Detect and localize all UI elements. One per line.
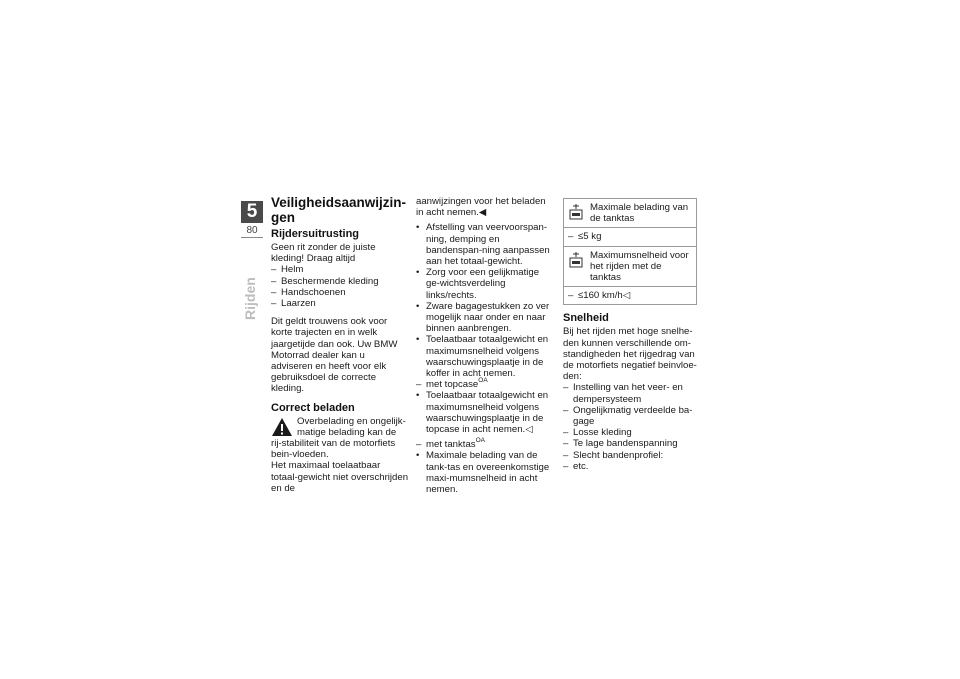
topcase-label: met topcase	[426, 379, 479, 391]
heading-correct-loading: Correct beladen	[271, 401, 355, 414]
list-item: – Slecht bandenprofiel:	[563, 450, 699, 461]
heading-speed: Snelheid	[563, 312, 609, 325]
list-item: • Afstelling van veervoorspan-ning, demping en bandenspan-ning aanpassen aan het totaal-gewicht.	[416, 222, 552, 267]
column-2	[416, 196, 552, 495]
gear-list	[271, 264, 409, 309]
technical-data-icon	[568, 250, 584, 270]
list-item: • Maximale belading van de tank-tas en overeenkomstige maxi-mumsnelheid in acht nemen.	[416, 450, 552, 495]
chapter-number: 5	[241, 201, 263, 223]
table-row	[564, 228, 697, 246]
chapter-side-title: Rijden	[242, 277, 258, 320]
list-item: – Beschermende kleding	[271, 276, 409, 287]
list-item: – Laarzen	[271, 298, 409, 309]
gear-text: Dit geldt trouwens ook voor korte trajecten en in welk jaargetijde dan ook. Uw BMW Motorrad dealer kan u adviseren en heeft voor elk gebruiksdoel de correcte kleding.	[271, 316, 398, 395]
gear-intro: Geen rit zonder de juiste kleding! Draag altijd	[271, 242, 376, 265]
list-item: • Zware bagagestukken zo ver mogelijk naar onder en naar binnen aanbrengen.	[416, 301, 552, 335]
section-heading-safety: Veiligheidsaanwijzin-gen	[271, 195, 407, 225]
list-item: – Losse kleding	[563, 427, 699, 438]
speed-list	[563, 382, 699, 472]
list-item: • Toelaatbaar totaalgewicht en maximumsnelheid volgens waarschuwingsplaatje in de koffer in acht nemen.	[416, 334, 552, 379]
list-item: • Zorg voor een gelijkmatige ge-wichtsverdeling links/rechts.	[416, 267, 552, 301]
list-item: – Instelling van het veer- en dempersysteem	[563, 382, 699, 404]
technical-data-icon	[568, 202, 584, 222]
column-3	[563, 198, 699, 472]
tank-bag-label: met tanktas	[426, 439, 476, 451]
list-item: – Te lage bandenspanning	[563, 438, 699, 449]
list-item: – Handschoenen	[271, 287, 409, 298]
column-1	[271, 196, 409, 494]
warning-text: Overbelading en ongelijk-matige belading kan de rij-stabiliteit van de motorfiets bein-vloeden.	[271, 415, 406, 461]
optional-accessory-marker: OA	[478, 377, 488, 385]
warning-triangle-icon	[271, 417, 293, 437]
list-item: – Helm	[271, 264, 409, 275]
topcase-option	[416, 379, 552, 390]
page-number: 80	[246, 225, 258, 236]
list-item: – etc.	[563, 461, 699, 472]
list-item: – Ongelijkmatig verdeelde ba-gage	[563, 405, 699, 427]
page-number-rule	[241, 237, 263, 238]
optional-accessory-marker: OA	[475, 437, 485, 445]
table-row	[564, 287, 697, 305]
heading-rider-gear: Rijdersuitrusting	[271, 228, 360, 240]
list-item: • Toelaatbaar totaalgewicht en maximumsnelheid volgens waarschuwingsplaatje in de topcase in acht nemen.◁	[416, 390, 552, 435]
tank-bag-option	[416, 439, 552, 450]
spec-value: – ≤160 km/h◁	[564, 287, 697, 305]
spec-label: Maximumsnelheid voor het rijden met de tanktas	[590, 249, 689, 284]
table-row	[564, 246, 697, 287]
spec-value: – ≤5 kg	[564, 228, 697, 246]
load-text: Het maximaal toelaatbaar totaal-gewicht niet overschrijden en de	[271, 460, 409, 494]
spec-label: Maximale belading van de tanktas	[590, 202, 689, 225]
table-row	[564, 199, 697, 228]
load-intro: aanwijzingen voor het beladen in acht nemen.◀	[416, 196, 546, 219]
spec-table	[563, 198, 697, 305]
warning-block	[271, 416, 409, 461]
speed-intro: Bij het rijden met hoge snelhe-den kunnen verschillende om-standigheden het rijgedrag van de motorfiets negatief beinvloe-den:	[563, 326, 697, 383]
